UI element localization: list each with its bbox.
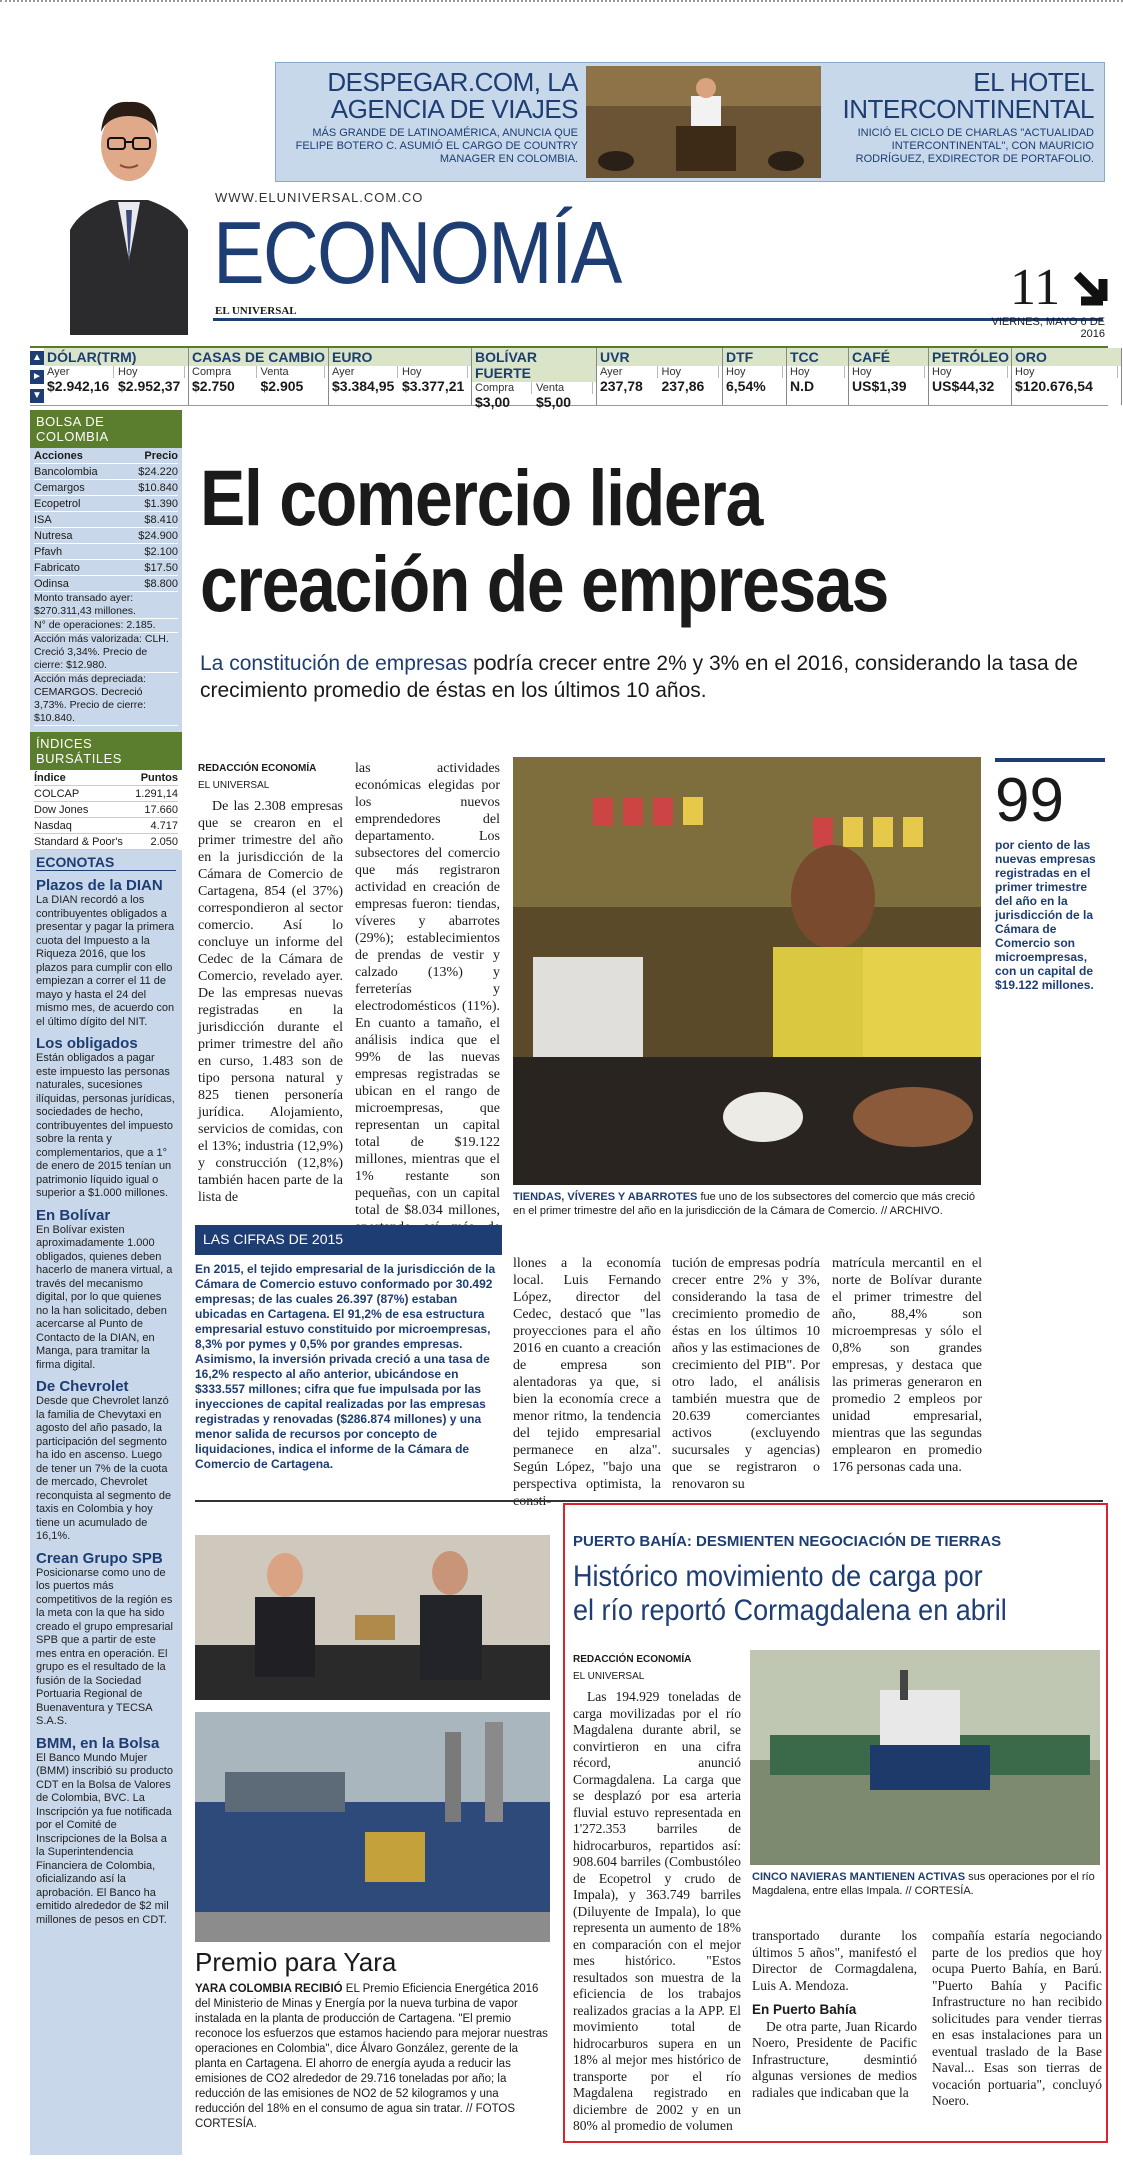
indicator-value: $3,00 — [475, 394, 511, 410]
promo-photo — [586, 66, 821, 178]
indicator-label: Hoy — [932, 366, 1008, 378]
market-indicators — [30, 346, 1108, 410]
box-headline — [573, 1560, 1046, 1628]
indicator-label: Hoy — [726, 366, 783, 378]
stock-row — [34, 576, 178, 592]
index-points: 2.050 — [150, 836, 178, 848]
index-points: 4.717 — [150, 820, 178, 832]
indicator-block — [1012, 348, 1122, 405]
stock-price: $17.50 — [144, 562, 178, 574]
stat-text: por ciento de las nuevas empresas registradas en el primer trimestre del año en la jurisdicción de la Cámara de Comercio son microempresas, con un capital de $19.122 millones. — [995, 838, 1096, 992]
econota-heading: Plazos de la DIAN — [36, 877, 163, 894]
index-name: COLCAP — [34, 788, 80, 800]
left-sidebar — [30, 410, 182, 2155]
index-points: 1.291,14 — [135, 788, 178, 800]
indicator-value: $2.750 — [192, 378, 235, 394]
box-col-1-text: Las 194.929 toneladas de carga movilizadas por el río Magdalena durante abril, se convirtieron en una cifra récord, anunció Cormagdalena. La carga que se desplazó por esa arteria fluvial estuvo representada en 1'272.353 barriles de hidrocarburos, repartidos así: 908.604 barriles (Combustóleo de Ecopetrol y crudo de Impala), y 363.749 barriles (Diluyente de Impala), lo que representa un aumento de 18% en comparación con el mejor mes histórico. "Estos resultados son muestra de la eficiencia de los trabajos realizados gracias a la APP. El movimiento total de hidrocarburos supera en un 18% al mejor mes histórico de transporte por el río Magdalena registrado en diciembre de 2002 y en un 80% al promedio de volumen — [573, 1689, 741, 2133]
arrow-right-icon: ► — [30, 370, 44, 384]
indicator-value: $2.952,37 — [118, 378, 181, 394]
bolsa-note: N° de operaciones: 2.185. — [34, 619, 178, 633]
indicator-label: Compra — [192, 366, 257, 378]
indicator-title: DTF — [723, 348, 786, 366]
indicator-label: Hoy — [402, 366, 468, 378]
stock-name: Pfavh — [34, 546, 63, 558]
stock-price: $24.900 — [138, 530, 178, 542]
index-row — [34, 802, 178, 818]
stock-name: Ecopetrol — [34, 498, 81, 510]
bolsa-note: Acción más valorizada: CLH. Creció 3,34%. Precio de cierre: $12.980. — [34, 633, 178, 673]
store-photo — [513, 757, 981, 1185]
indicator-label: Venta — [536, 382, 593, 394]
indicator-block — [929, 348, 1012, 405]
indicator-value: $120.676,54 — [1015, 378, 1093, 394]
econota-heading: En Bolívar — [36, 1206, 111, 1224]
stock-price: $1.390 — [144, 498, 178, 510]
stock-price: $10.840 — [138, 482, 178, 494]
site-url: WWW.ELUNIVERSAL.COM.CO — [215, 190, 424, 205]
arrow-up-icon: ▲ — [30, 351, 44, 365]
header-rule — [213, 318, 1103, 321]
box-subhead: En Puerto Bahía — [752, 2002, 857, 2017]
stock-price: $2.100 — [144, 546, 178, 558]
promo-banner — [275, 62, 1105, 182]
bolsa-header — [34, 448, 178, 464]
page-number — [1010, 258, 1117, 322]
indicator-title: PETRÓLEO — [929, 348, 1011, 366]
indicator-value: 6,54% — [726, 378, 766, 394]
econota-text: En Bolívar existen aproximadamente 1.000 obligados, quienes deben hacerlo de manera virtual, a través del mecanismo digital, por lo que quienes no la han solicitado, deben acercarse al Punto de Contacto de la DIAN, en Manga, para tramitar la firma digital. — [36, 1223, 173, 1371]
indicator-label: Hoy — [662, 366, 720, 378]
indices-title: ÍNDICES BURSÁTILES — [30, 732, 182, 770]
yara-title: Premio para Yara — [195, 1947, 397, 1977]
yara-text-body: EL Premio Eficiencia Energética 2016 del Ministerio de Minas y Energía por la nueva turbina de vapor instalada en la planta de producción de Cartagena. "El premio reconoce los esfuerzos que estamos haciendo para mejorar nuestras operaciones en Colombia", dice Álvaro González, gerente de la planta en Cartagena. El ahorro de energía ayuda a reducir las emisiones de CO2 alrededor de 29.716 toneladas por año; la reducción de las emisiones de NO2 de 52 kilogramos y una reducción del 18% en el consumo de agua sin tratar. // FOTOS CORTESÍA. — [195, 1983, 548, 2130]
indicator-arrows — [30, 348, 44, 405]
indicator-title: ORO — [1012, 348, 1121, 366]
econota-text: El Banco Mundo Mujer (BMM) inscribió su producto CDT en la Bolsa de Valores de Colombia, BVC. La Inscripción ya fue notificada por el Comité de Inscripciones de la Bolsa a la Superintendencia Financiera de Colombia, oficializando así la aprobación. El Banco ha emitido alrededor de $2 mil millones de pesos en CDT. — [36, 1751, 173, 1926]
indicator-value: N.D — [790, 378, 815, 394]
columnist-portrait — [70, 60, 188, 335]
article-col-1 — [198, 760, 343, 1206]
indicator-value: $2.905 — [260, 378, 304, 394]
box-col-2-text: transportado durante los últimos 5 años", manifestó el Director de Cormagdalena, Luis A. Mendoza. — [752, 1928, 917, 1993]
indicator-block — [849, 348, 929, 405]
index-points: 17.660 — [144, 804, 178, 816]
bolsa-head-acciones: Acciones — [34, 450, 83, 462]
indices-head-indice: Índice — [34, 772, 66, 784]
index-row — [34, 818, 178, 834]
article-byline — [198, 760, 343, 794]
indicator-title: BOLÍVAR FUERTE — [472, 348, 596, 382]
indices-table — [30, 770, 182, 850]
stock-row — [34, 496, 178, 512]
econota-heading: De Chevrolet — [36, 1378, 129, 1395]
headline-line-2: creación de empresas — [200, 539, 888, 628]
bolsa-table — [30, 448, 182, 726]
indicator-label: Venta — [261, 366, 326, 378]
article-col-4-text: tución de empresas podría crecer entre 2% y 3%, considerando la tasa de crecimiento promedio de éstas en los últimos 10 años y las estimaciones de crecimiento del PIB". Por otro lado, el análisis también muestra que de 20.639 comerciantes activos (excluyendo sucursales y agencias) que se registraron o renovaron su — [672, 1256, 820, 1492]
stock-row — [34, 512, 178, 528]
promo-right-title: EL HOTEL INTERCONTINENTAL — [842, 67, 1094, 124]
econotas — [30, 850, 182, 1931]
indices-head-puntos: Puntos — [140, 772, 178, 784]
indicator-value: 237,78 — [600, 378, 643, 394]
econota-heading: BMM, en la Bolsa — [36, 1734, 160, 1752]
paper-name: EL UNIVERSAL — [215, 305, 297, 317]
barge-photo — [750, 1650, 1100, 1865]
index-name: Dow Jones — [34, 804, 89, 816]
stat-number: 99 — [995, 766, 1064, 835]
issue-date: VIERNES, MAYO 6 DE 2016 — [991, 316, 1105, 340]
bolsa-head-precio: Precio — [144, 450, 178, 462]
subheadline-highlight: La constitución de empresas — [200, 652, 468, 675]
top-border — [0, 0, 1123, 6]
plant-photo — [195, 1712, 550, 1942]
box-col-1 — [573, 1652, 741, 2135]
indicator-block — [787, 348, 849, 405]
index-name: Nasdaq — [34, 820, 72, 832]
barge-caption — [752, 1870, 1102, 1898]
barge-caption-lead: CINCO NAVIERAS MANTIENEN ACTIVAS — [752, 1871, 966, 1883]
indicator-label: Hoy — [1015, 366, 1118, 378]
byline-paper: EL UNIVERSAL — [198, 780, 270, 791]
indicator-label: Hoy — [790, 366, 845, 378]
box-byline-name: REDACCIÓN ECONOMÍA — [573, 1654, 692, 1665]
indicator-value: US$1,39 — [852, 378, 907, 394]
indicator-block — [597, 348, 723, 405]
indicator-block — [472, 348, 597, 410]
promo-left-text: MÁS GRANDE DE LATINOAMÉRICA, ANUNCIA QUE FELIPE BOTERO C. ASUMIÓ EL CARGO DE COUNTRY MANAGER EN COLOMBIA. — [295, 127, 578, 165]
indicator-title: TCC — [787, 348, 848, 366]
indicator-value: US$44,32 — [932, 378, 995, 394]
cifras-text: En 2015, el tejido empresarial de la jurisdicción de la Cámara de Comercio estuvo conformado por 30.492 empresas; de las cuales 26.397 (87%) estaban ubicadas en Cartagena. El 91,2% de esa estructura empresarial estuvo constituido por microempresas, 8,3% por pymes y 0,5% por grandes empresas. Asimismo, la inversión privada creció a una tasa de 16,2% respecto al año anterior, ubicándose en $333.557 millones; cifra que fue impulsada por las inyecciones de capital realizadas por las empresas registradas y renovadas ($286.874 millones) y una menor salida de recursos por concepto de liquidaciones, indica el informe de la Cámara de Comercio de Cartagena. — [195, 1262, 496, 1471]
indicator-value: 237,86 — [661, 378, 705, 394]
stock-name: Odinsa — [34, 578, 69, 590]
index-name: Standard & Poor's — [34, 836, 123, 848]
cifras-title: LAS CIFRAS DE 2015 — [195, 1225, 502, 1255]
box-col-3-text: compañía estaría negociando parte de los predios que hoy ocupa Puerto Bahía, en Barú. "Puerto Bahía y Pacific Infrastructure no han recibido solicitudes para vender tierras en esas instalaciones para un eventual traslado de la Base Naval... Esas son tierras de vocación portuaria", concluyó Noero. — [932, 1928, 1102, 2108]
stock-row — [34, 528, 178, 544]
econota-heading: Crean Grupo SPB — [36, 1549, 163, 1567]
indicator-title: UVR — [597, 348, 722, 366]
indicator-title: DÓLAR(TRM) — [44, 348, 188, 366]
promo-right — [821, 63, 1104, 181]
article-col-3-text: llones a la economía local. Luis Fernando López, director del Cedec, destacó que "las proyecciones para el año 2016 en cuanto a creación de empresa son alentadoras ya que, si bien la economía crece a menor ritmo, la tendencia del tejido empresarial permanece en alza". Según López, "bajo una perspectiva optimista, la — [513, 1256, 661, 1492]
box-byline — [573, 1652, 741, 1685]
stock-name: Cemargos — [34, 482, 85, 494]
indicator-title: CAFÉ — [849, 348, 928, 366]
box-headline-line-1: Histórico movimiento de carga por — [573, 1560, 983, 1593]
indicator-label: Ayer — [332, 366, 398, 378]
indicator-block — [44, 348, 189, 405]
indicator-block — [723, 348, 787, 405]
stock-name: Fabricato — [34, 562, 80, 574]
article-col-1-text: De las 2.308 empresas que se crearon en el primer trimestre del año en la jurisdicción de la Cámara de Comercio de Cartagena, 854 (el 37%) correspondieron al sector comercio. Así lo concluye un informe del Cedec de la Cámara de Comercio, revelado ayer. De las empresas nuevas registradas en la jurisdicción durante el primer trimestre del año en curso, 1.483 son de tipo persona natural y 825 tienen personería jurídica. Alojamiento, servicios de comidas, con el 13%; industria (12,9%) y construcción (12,8%) también hacen parte de la lista de — [198, 799, 343, 1205]
box-kicker: PUERTO BAHÍA: DESMIENTEN NEGOCIACIÓN DE TIERRAS — [573, 1533, 1002, 1550]
byline-name: REDACCIÓN ECONOMÍA — [198, 763, 317, 774]
arrow-down-right-icon — [1073, 263, 1117, 322]
stat-rule — [995, 758, 1105, 762]
econota-text: Desde que Chevrolet lanzó la familia de Chevytaxi en agosto del año pasado, la participación del segmento ha ido en ascenso. Luego de tener un 7% de la cuota de mercado, Chevrolet reconquista al segmento de taxis en Colombia y hoy tiene un acumulado de 16,1%. — [36, 1395, 172, 1542]
box-col-2b-text: De otra parte, Juan Ricardo Noero, Presidente de Pacific Infrastructure, desmintió algunas versiones de medios radiales que indicaban que la — [752, 2018, 917, 2100]
headline-line-1: El comercio lidera — [200, 453, 763, 542]
indicator-value: $3.384,95 — [332, 378, 395, 394]
subheadline — [200, 650, 1100, 704]
photo-caption — [513, 1190, 983, 1218]
subheadline-text: podría crecer entre 2% y 3% en el 2016, considerando la tasa de crecimiento promedio de éstas en los últimos 10 años. — [200, 652, 1078, 702]
yara-text — [195, 1982, 550, 2132]
bolsa-notes — [34, 592, 178, 726]
article-col-5 — [832, 1255, 982, 1476]
stock-name: Bancolombia — [34, 466, 98, 478]
stock-name: Nutresa — [34, 530, 73, 542]
bolsa-note: Monto transado ayer: $270.311,43 millones. — [34, 592, 178, 619]
section-separator — [195, 1500, 1103, 1502]
indicator-value: $2.942,16 — [47, 378, 110, 394]
photo-caption-lead: TIENDAS, VÍVERES Y ABARROTES — [513, 1191, 698, 1203]
econota-text: La DIAN recordó a los contribuyentes obligados a presentar y pagar la primera cuota del Impuesto a la Riqueza 2016, que los plazos para cumplir con ello empiezan a correr el 11 de mayo y hasta el 24 del mismo mes, de acuerdo con el último dígito del NIT. — [36, 894, 175, 1028]
bolsa-title: BOLSA DE COLOMBIA — [30, 410, 182, 448]
article-col-2-text: las actividades económicas elegidas por los nuevos emprendedores del departamento. Los subsectores del comercio que más registraron actividad en creación de empresas fueron: tiendas, víveres y abarrotes (29%); establecimientos de prendas de vestir y calzado (13%) y ferreterías y electrodomésticos (11%). En cuanto a tamaño, el análisis indica que el 99% de las nuevas empresas registradas se ubican en el rango de microempresas, que representan un capital total de $19.122 millones, mientras que el 1% restante son pequeñas, con un capital total de $8.034 millones, — [355, 761, 500, 1218]
indicator-label: Ayer — [600, 366, 658, 378]
stock-name: ISA — [34, 514, 52, 526]
box-col-2 — [752, 1928, 917, 2101]
indicator-label: Hoy — [118, 366, 185, 378]
bolsa-note: Acción más depreciada: CEMARGOS. Decreció 3,73%. Precio de cierre: $10.840. — [34, 673, 178, 726]
stock-row — [34, 464, 178, 480]
article-col-3 — [513, 1255, 661, 1510]
indicator-value: $3.377,21 — [402, 378, 465, 394]
indicator-block — [329, 348, 472, 405]
econotas-title: ECONOTAS — [36, 854, 176, 871]
stock-price: $8.800 — [144, 578, 178, 590]
indices-header — [34, 770, 178, 786]
stock-price: $8.410 — [144, 514, 178, 526]
promo-left-title: DESPEGAR.COM, LA AGENCIA DE VIAJES — [327, 67, 578, 124]
photo-caption-text: fue uno de los subsectores del comercio que más creció en el primer trimestre del año en la jurisdicción de la Cámara de Comercio. // ARCHIVO. — [513, 1191, 975, 1217]
stock-row — [34, 544, 178, 560]
article-col-4 — [672, 1255, 820, 1493]
article-col-5-text: matrícula mercantil en el norte de Bolívar durante el primer trimestre del año, 88,4% son microempresas y sólo el 0,8% son grandes empresas, y destaca que las primeras generaron en promedio 2 empleos por unidad empresarial, mientras que las segundas emplearon en promedio 176 personas cada una. — [832, 1256, 982, 1475]
yara-text-lead: YARA COLOMBIA RECIBIÓ — [195, 1983, 343, 1995]
econota-text: Posicionarse como uno de los puertos más competitivos de la región es la meta con la que ha sido creado el grupo empresarial SPB que a partir de este mes entra en operación. El grupo es el resultado de la fusión de la Sociedad Portuaria Regional de Buenaventura y TECSA S.A.S. — [36, 1566, 173, 1727]
indicator-value: $5,00 — [536, 394, 572, 410]
section-title: ECONOMÍA — [213, 203, 621, 302]
econota-heading: Los obligados — [36, 1035, 138, 1052]
page-number-value: 11 — [1010, 259, 1061, 316]
box-col-3 — [932, 1928, 1102, 2110]
stock-row — [34, 480, 178, 496]
indicator-block — [189, 348, 329, 405]
index-row — [34, 834, 178, 850]
stock-row — [34, 560, 178, 576]
indicator-title: EURO — [329, 348, 471, 366]
barge-caption-text: sus operaciones por el río Magdalena, entre ellas Impala. // CORTESÍA. — [752, 1871, 1095, 1897]
box-headline-line-2: el río reportó Cormagdalena en abril — [573, 1594, 1007, 1627]
article-col-2 — [355, 760, 500, 1253]
main-headline — [200, 455, 888, 627]
promo-left — [276, 63, 586, 181]
arrow-down-icon: ▼ — [30, 389, 44, 403]
index-row — [34, 786, 178, 802]
stock-price: $24.220 — [138, 466, 178, 478]
box-byline-paper: EL UNIVERSAL — [573, 1670, 645, 1682]
econota-text: Están obligados a pagar este impuesto las personas naturales, sucesiones ilíquidas, personas jurídicas, sociedades de hecho, contribuyentes del impuesto sobre la renta y complementarios, que a 1° de enero de 2015 tenían un patrimonio líquido igual o superior a $1.000 millones. — [36, 1052, 175, 1199]
indicator-blocks — [44, 348, 1122, 410]
indicator-title: CASAS DE CAMBIO — [189, 348, 328, 366]
award-photo — [195, 1535, 550, 1700]
promo-right-text: INICIÓ EL CICLO DE CHARLAS "ACTUALIDAD INTERCONTINENTAL", CON MAURICIO RODRÍGUEZ, EXDIRECTOR DE PORTAFOLIO. — [855, 127, 1094, 165]
indicator-label: Ayer — [47, 366, 114, 378]
indicator-label: Hoy — [852, 366, 925, 378]
indicator-label: Compra — [475, 382, 532, 394]
